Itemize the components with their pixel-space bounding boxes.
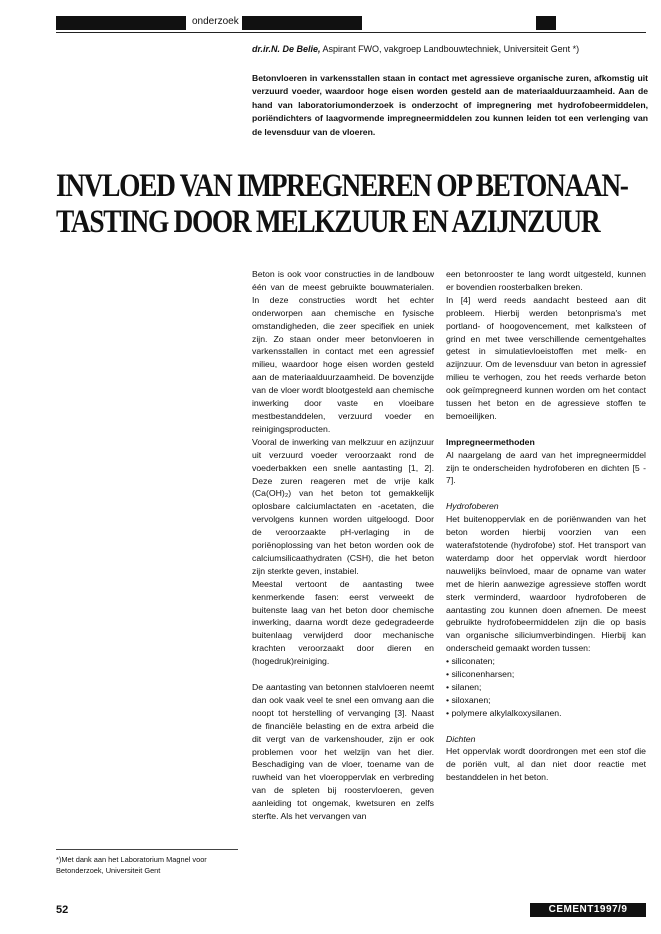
article-title bbox=[56, 168, 628, 240]
paragraph: In [4] werd reeds aandacht besteed aan dit probleem. Hierbij werden betonprisma's met portland- of hoogovencement, met kalksteen of grind en met twee verschillende cementgehaltes getest in simulatievloeistoffen met melk- en azijnzuur. Om de levensduur van beton in agressief milieu te verhogen, zou het reeds verharde beton ook geïmpregneerd kunnen worden om het contact tussen het beton en de agressieve stoffen te bemoeilijken. bbox=[446, 294, 646, 421]
paragraph: een betonrooster te lang wordt uitgesteld, kunnen er bovendien roosterbalken breken. bbox=[446, 269, 646, 292]
title-line-1: INVLOED VAN IMPREGNEREN OP BETONAAN- bbox=[56, 168, 628, 204]
section-heading: Impregneermethoden bbox=[446, 436, 535, 447]
subsection-heading: Hydrofoberen bbox=[446, 501, 499, 512]
bullet-item: • siliconenharsen; bbox=[446, 669, 515, 680]
author-affiliation: Aspirant FWO, vakgroep Landbouwtechniek, Universiteit Gent *) bbox=[322, 44, 580, 54]
paragraph: Meestal vertoont de aantasting twee kenmerkende fasen: eerst verweekt de buitenste laag van het beton door chemische inwerking, daarna wordt deze gedegradeerde buitenlaag verwijderd door mechanische krachten veroorzaakt door dieren en (hogedruk)reiniging. bbox=[252, 578, 434, 667]
bullet-item: • silanen; bbox=[446, 681, 482, 692]
paragraph: Beton is ook voor constructies in de landbouw één van de meest gebruikte bouwmaterialen. In deze constructies wordt het echter onderworpen aan chemische en fysische omstandigheden, die zeer specifiek en uniek zijn. Zo staan onder meer betonvloeren in varkensstallen in contact met een agressief milieu, waardoor hoge eisen worden gesteld aan de materiaalduurzaamheid. De bovenzijde van de vloer wordt blootgesteld aan chemische inwerking door vaste en vloeibare mestbestanddelen, verzuurd voeder en reinigingsproducten. bbox=[252, 269, 434, 434]
subsection-heading: Dichten bbox=[446, 733, 476, 744]
article-intro: Betonvloeren in varkensstallen staan in contact met agressieve organische zuren, afkomstig uit verzuurd voeder, waardoor hoge eisen worden gesteld aan de materiaalduurzaamheid. Aan de hand van laboratoriumonderzoek is onderzocht of impregnering met hydrofobeermiddelen, poriëndichters of laagvormende impregneermiddelen zou kunnen leiden tot een verlenging van de levensduur van de vloeren. bbox=[252, 73, 648, 137]
header-black-block bbox=[56, 16, 186, 30]
bullet-item: • siloxanen; bbox=[446, 694, 491, 705]
bullet-item: • siliconaten; bbox=[446, 656, 495, 667]
journal-badge: CEMENT1997/9 bbox=[530, 903, 646, 917]
text-column-right bbox=[446, 268, 646, 784]
paragraph: De aantasting van betonnen stalvloeren neemt dan ook vaak veel te snel een omvang aan die noopt tot herstelling of vervanging [3]. Naast de financiële belasting en de extra arbeid die dit vergt van de varkenshouder, zijn er ook problemen voor het welzijn van het dier. Beschadiging van de vloer, toename van de ruwheid van het vloeroppervlak en verbreding van de spleten bij roostervloeren, geven aanleiding tot ongemak, kwetsuren en zelfs sterfte. Als het vervangen van bbox=[252, 681, 434, 822]
author-line bbox=[252, 43, 646, 55]
title-line-2: TASTING DOOR MELKZUUR EN AZIJNZUUR bbox=[56, 204, 600, 240]
header-black-block bbox=[242, 16, 362, 30]
section-header-bar bbox=[56, 14, 646, 33]
paragraph: Al naargelang de aard van het impregneermiddel zijn te onderscheiden hydrofoberen en dichten [5 - 7]. bbox=[446, 449, 646, 486]
footnote: *)Met dank aan het Laboratorium Magnel voor Betonderzoek, Universiteit Gent bbox=[56, 855, 207, 875]
bullet-item: • polymere alkylalkoxysilanen. bbox=[446, 707, 562, 718]
author-name: dr.ir.N. De Belie, bbox=[252, 44, 321, 54]
paragraph: Het buitenoppervlak en de poriënwanden van het beton worden hierbij voorzien van een waterafstotende (hydrofobe) stof. Het transport van waterdamp door het oppervlak wordt hierdoor nauwelijks beïnvloed, maar de opname van water met de hierin aanwezige agressieve stoffen wordt sterk verminderd, waardoor hydrofoberen de aantasting zou kunnen doen afnemen. De meest gebruikte hydrofobeermiddelen zijn die op basis van organische siliciumverbindingen. Hierbij kan onderscheid gemaakt worden tussen: bbox=[446, 514, 646, 654]
header-black-block bbox=[536, 16, 556, 30]
paragraph: Het oppervlak wordt doordrongen met een stof die de poriën vult, al dan niet door reactie met bestanddelen in het beton. bbox=[446, 746, 646, 783]
footnote-rule bbox=[56, 849, 238, 850]
section-label: onderzoek bbox=[192, 16, 239, 27]
page-number: 52 bbox=[56, 904, 69, 916]
paragraph: Vooral de inwerking van melkzuur en azijnzuur uit verzuurd voeder veroorzaakt rond de voederbakken een snelle aantasting [1, 2]. Deze zuren reageren met de vrije kalk (Ca(OH)₂) van het beton tot gemakkelijk oplosbare calciumlactaten en -acetaten, die vervolgens kunnen worden uitgeloogd. Door de veroorzaakte pH-verlaging in de poriënoplossing van het beton worden ook de calciumsilicaathydraten (CSH), die het beton zijn sterkte geven, instabiel. bbox=[252, 436, 434, 576]
text-column-left bbox=[252, 268, 434, 823]
